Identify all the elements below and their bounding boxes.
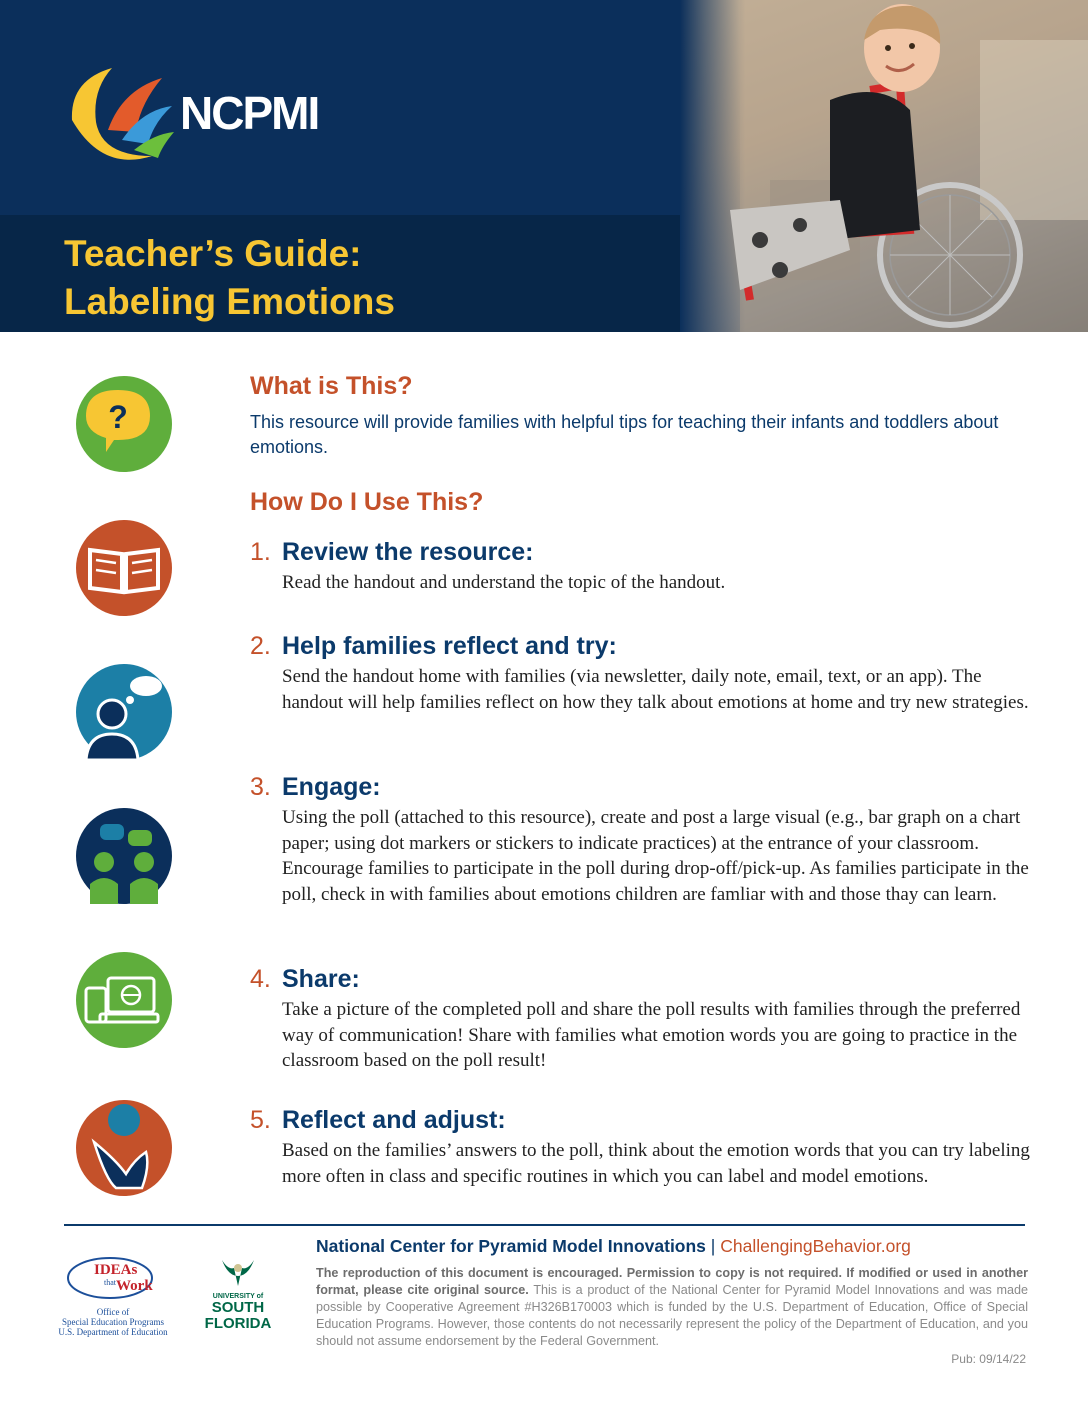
- usf-line-1: SOUTH: [211, 1299, 265, 1316]
- step-3: [250, 772, 1030, 907]
- step-number: 1.: [250, 538, 271, 566]
- step-2: [250, 631, 1030, 715]
- step-5: [250, 1105, 1030, 1189]
- how-heading: How Do I Use This?: [250, 488, 484, 516]
- step-body: Using the poll (attached to this resource), create and post a large visual (e.g., bar graph on a chart paper; using dot markers or stickers to indicate practices) at the entrance of your classroom. Encourage families to participate in the poll during drop-off/pick-up. As families participate in the poll, check in with families about emotions children are famliar with and those thay can learn.: [282, 807, 1029, 905]
- ideas-work-text: Work: [116, 1278, 153, 1294]
- footer-website-link[interactable]: ChallengingBehavior.org: [720, 1236, 911, 1256]
- ncpmi-logo-text: NCPMI: [180, 87, 319, 139]
- step-title: Reflect and adjust:: [282, 1106, 506, 1134]
- step-number: 5.: [250, 1106, 271, 1134]
- title-line-1: Teacher’s Guide:: [64, 233, 362, 274]
- header-banner: [0, 0, 1088, 332]
- ideas-text: IDEAs: [94, 1262, 138, 1278]
- usf-logo: [200, 1256, 276, 1336]
- ideas-sub-1: Office of: [96, 1307, 130, 1317]
- publication-date: Pub: 09/14/22: [951, 1352, 1026, 1366]
- step-4: [250, 964, 1030, 1074]
- step-body: Take a picture of the completed poll and share the poll results with families through the preferred way of communication! Share with families what emotion words you are going to practice in the classroom based on the poll result!: [282, 999, 1021, 1071]
- ideas-that-work-logo: [58, 1252, 168, 1336]
- reflecting-person-icon: [76, 1100, 172, 1196]
- page-title: [64, 230, 395, 326]
- usf-line-2: FLORIDA: [204, 1315, 272, 1332]
- svg-text:?: ?: [108, 399, 128, 435]
- conversation-people-icon: [76, 808, 172, 904]
- ideas-that-text: that: [104, 1278, 116, 1287]
- question-bubble-icon: [76, 376, 172, 472]
- title-line-2: Labeling Emotions: [64, 281, 395, 322]
- footer-legal-body: This is a product of the National Center for Pyramid Model Innovations and was made possible by Cooperative Agreement #H326B170003 which is funded by the U.S. Department of Education, Office of Special Education Programs. However, those contents do not necessarily represent the policy of the Department of Education, and you should not assume endorsement by the Federal Government.: [316, 1283, 1028, 1348]
- what-heading: What is This?: [250, 372, 413, 400]
- footer-legal-text: [316, 1265, 1028, 1350]
- footer-legal-bold: The reproduction of this document is encouraged. Permission to copy is not required. If modified or used in another format, please cite original source.: [316, 1266, 1028, 1297]
- open-book-icon: [76, 520, 172, 616]
- devices-icon: [76, 952, 172, 1048]
- child-wheelchair-photo: [680, 0, 1088, 332]
- step-number: 2.: [250, 632, 271, 660]
- step-body: Send the handout home with families (via newsletter, daily note, email, text, or an app). The handout will help families reflect on how they talk about emotions at home and try new strategies.: [282, 666, 1029, 713]
- step-body: Read the handout and understand the topic of the handout.: [282, 572, 726, 593]
- step-title: Share:: [282, 965, 360, 993]
- ideas-sub-3: U.S. Department of Education: [58, 1327, 168, 1337]
- bull-horns-icon: [218, 1256, 258, 1288]
- step-title: Engage:: [282, 773, 381, 801]
- footer-separator: |: [710, 1236, 716, 1256]
- footer-divider: [64, 1224, 1025, 1226]
- ideas-sub-2: Special Education Programs: [62, 1317, 164, 1327]
- footer-org-name: National Center for Pyramid Model Innovations: [316, 1236, 706, 1256]
- step-number: 3.: [250, 773, 271, 801]
- step-title: Review the resource:: [282, 538, 534, 566]
- thinking-person-icon: [76, 664, 172, 760]
- footer-org-line: [316, 1236, 911, 1257]
- step-number: 4.: [250, 965, 271, 993]
- step-title: Help families reflect and try:: [282, 632, 617, 660]
- step-body: Based on the families’ answers to the poll, think about the emotion words that you can try labeling more often in class and specific routines in which you can label and model emotions.: [282, 1140, 1030, 1187]
- what-text: This resource will provide families with helpful tips for teaching their infants and toddlers about emotions.: [250, 412, 999, 457]
- step-1: [250, 537, 1030, 596]
- usf-small-text: UNIVERSITY of: [212, 1293, 264, 1300]
